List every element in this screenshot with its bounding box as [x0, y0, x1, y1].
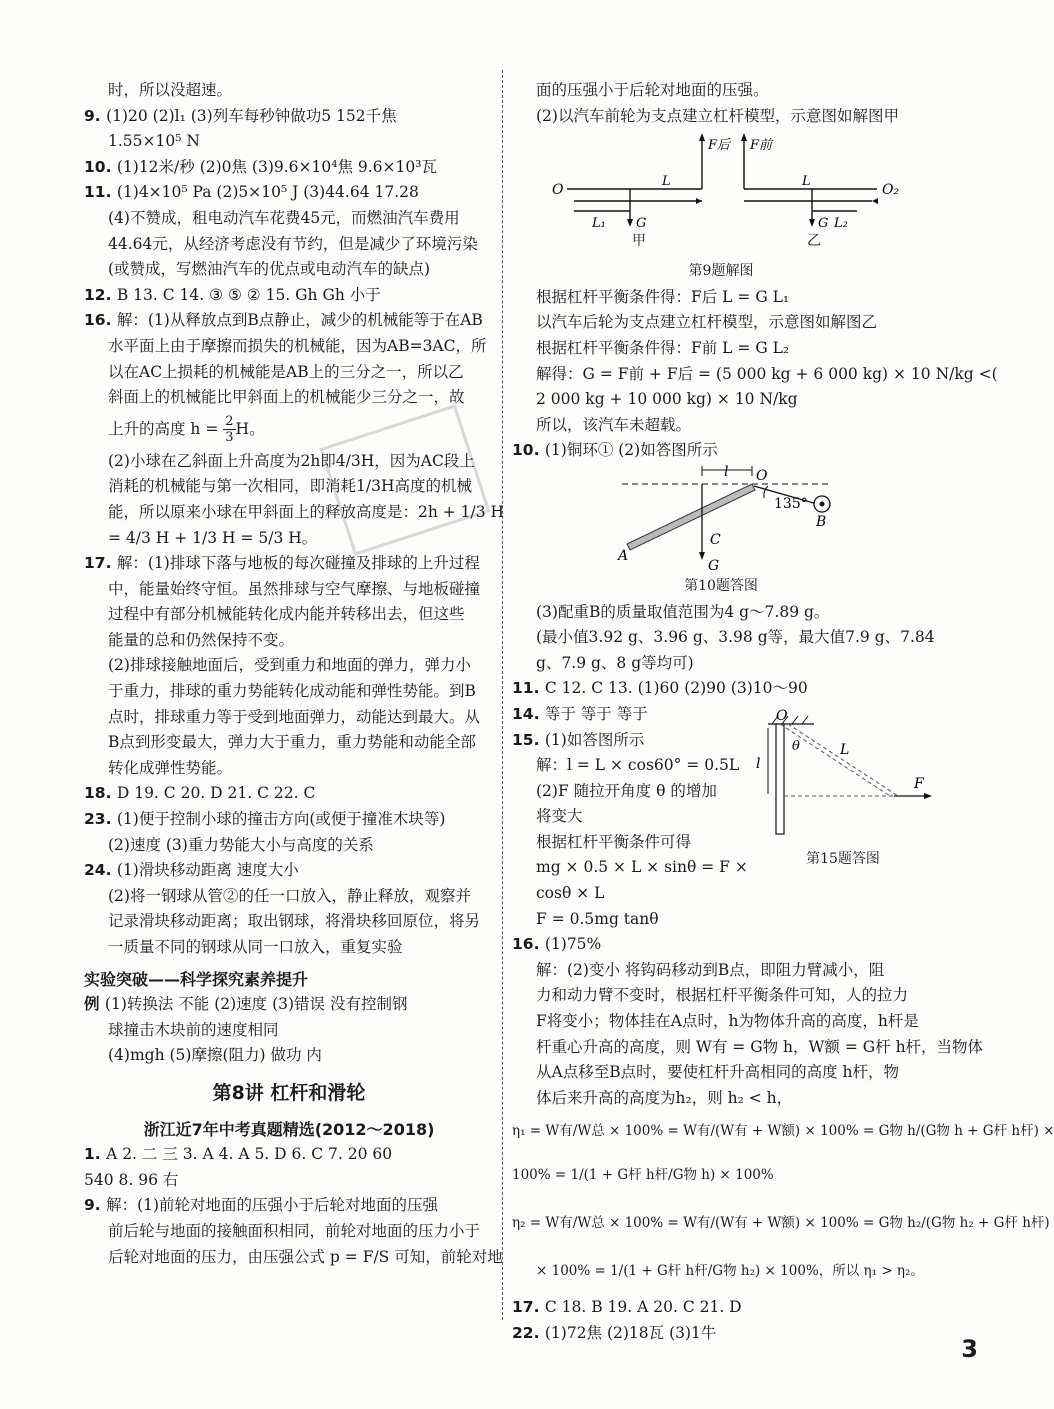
section-title: 实验突破——科学探究素养提升 — [84, 969, 309, 989]
line-text: (4)mgh (5)摩擦(阻力) 做功 内 — [108, 1046, 322, 1065]
text-line — [84, 1142, 494, 1168]
line-text: 水平面上由于摩擦而损失的机械能，因为AB=3AC，所 — [108, 336, 487, 355]
line-text: (最小值3.92 g、3.96 g、3.98 g等，最大值7.9 g、7.84 — [536, 628, 935, 647]
line-text: 根据杠杆平衡条件可得 — [536, 832, 692, 851]
text-line — [512, 983, 930, 1009]
text-line — [512, 651, 930, 677]
question-number: 14. — [512, 704, 545, 723]
text-line — [84, 602, 494, 628]
line-text: 转化成弹性势能。 — [108, 758, 233, 777]
line-text: (1)转换法 不能 (2)速度 (3)错误 没有控制钢 — [104, 995, 408, 1014]
text-line — [84, 858, 494, 884]
text-line — [512, 310, 930, 336]
figure-15 — [748, 708, 938, 867]
line-text: 一质量不同的钢球从同一口放入，重复实验 — [108, 938, 403, 956]
text-line — [84, 551, 494, 577]
question-number: 例 — [84, 995, 105, 1014]
line-text: 面的压强小于后轮对地面的压强。 — [536, 81, 769, 99]
fig9-label-right: 乙 — [807, 233, 821, 250]
fig10-O: O — [756, 467, 768, 484]
answers-block-3 — [84, 1142, 503, 1270]
question-number: 11. — [84, 183, 117, 202]
question-number: 1. — [84, 1145, 107, 1164]
line-text: 将变大 — [536, 807, 583, 826]
text-line — [512, 1060, 930, 1086]
line-text: 中，能量始终守恒。虽然排球与空气摩擦、与地板碰撞 — [108, 579, 481, 598]
line-text: g、7.9 g、8 g等均可) — [536, 653, 694, 672]
fig10-angle: 135° — [774, 495, 808, 512]
fig15-caption: 第15题答图 — [806, 850, 880, 867]
text-line — [84, 807, 494, 833]
text-line — [512, 1035, 984, 1061]
line-text: D 19. C 20. D 21. C 22. C — [116, 784, 316, 803]
text-line — [84, 129, 494, 155]
line-text: (1)铜环① (2)如答图所示 — [544, 441, 718, 460]
line-text: 解：l = L × cos60° = 0.5L — [536, 756, 740, 775]
right-column — [512, 78, 1054, 1347]
text-line — [512, 78, 930, 104]
text-line — [512, 676, 930, 702]
text-line — [84, 283, 494, 309]
text-line — [512, 413, 930, 439]
line-text: (2)排球接触地面后，受到重力和地面的弹力，弹力小 — [108, 656, 471, 675]
text-line — [512, 1321, 930, 1347]
line-text: 消耗的机械能与第一次相同，即消耗1/3H高度的机械 — [108, 477, 472, 496]
question-number: 24. — [84, 861, 117, 880]
text-line — [84, 628, 494, 654]
line-text: 过程中有部分机械能转化成内能并转移出去，但这些 — [108, 605, 465, 624]
text-line — [84, 781, 494, 807]
eq2b: × 100% = 1/(1 + G杆 h杆/G物 h₂) × 100%，所以 η₁ > η₂。 — [536, 1263, 924, 1280]
question-number: 22. — [512, 1324, 545, 1342]
text-line — [512, 336, 930, 362]
line-text: 解：(1)前轮对地面的压强小于后轮对地面的压强 — [106, 1196, 439, 1215]
figure-9-svg — [512, 129, 930, 241]
text-line — [84, 308, 494, 334]
text-line — [84, 1043, 494, 1069]
text-line — [512, 285, 930, 311]
line-text: = 4/3 H + 1/3 H = 5/3 H。 — [108, 528, 318, 547]
fig15-F: F — [914, 776, 924, 792]
line-text: F = 0.5mg tanθ — [536, 909, 659, 928]
line-text: (1)如答图所示 — [544, 730, 645, 749]
line-text: 能量的总和仍然保持不变。 — [108, 630, 295, 649]
fig10-caption: 第10题答图 — [684, 577, 758, 594]
fig10-C: C — [710, 531, 721, 548]
text-line — [84, 1245, 503, 1271]
text-line — [512, 387, 930, 413]
text-line — [84, 705, 494, 731]
fig15-l: l — [756, 756, 761, 772]
question-number: 11. — [512, 679, 545, 698]
text-line — [84, 679, 494, 705]
line-text: 解：(1)排球下落与地板的每次碰撞及排球的上升过程 — [116, 554, 480, 573]
line-text: 后轮对地面的压力，由压强公式 p = F/S 可知，前轮对地 — [108, 1247, 503, 1266]
line-text: 斜面上的机械能比甲斜面上的机械能少三分之一，故 — [108, 388, 465, 407]
text-line — [84, 756, 494, 782]
question-number: 15. — [512, 730, 545, 749]
eq-h-pre: 上升的高度 h = — [108, 419, 219, 438]
line-text: B点到形变最大，弹力大于重力，重力势能和动能全部 — [108, 733, 476, 752]
line-text: 前后轮与地面的接触面积相同，前轮对地面的压力小于 — [108, 1221, 481, 1240]
line-text: (1)72焦 (2)18瓦 (3)1牛 — [544, 1324, 717, 1342]
text-line — [84, 1193, 494, 1219]
text-line — [512, 362, 998, 388]
eq-h-fraction: $\frac{2}{3}$ — [225, 414, 234, 446]
column-divider — [502, 70, 503, 1320]
line-text: A 2. 二 三 3. A 4. A 5. D 6. C 7. 20 60 — [106, 1145, 393, 1164]
question-number: 17. — [84, 554, 117, 573]
fig9-L-left: L — [662, 174, 671, 190]
line-text: 球撞击木块前的速度相同 — [108, 1020, 279, 1039]
line-text: 能，所以原来小球在甲斜面上的释放高度是：2h + 1/3 H — [108, 502, 505, 521]
figure-9 — [512, 129, 930, 259]
text-line — [84, 992, 494, 1018]
text-line — [512, 1009, 930, 1035]
fig9-O2: O₂ — [882, 182, 900, 199]
question-number: 17. — [512, 1298, 545, 1317]
question-number: 12. — [84, 285, 117, 304]
line-text: (2)速度 (3)重力势能大小与高度的关系 — [108, 835, 374, 854]
line-text: (1)20 (2)l₁ (3)列车每秒钟做功5 152千焦 — [106, 106, 397, 125]
example-block — [84, 992, 494, 1069]
text-line — [512, 438, 930, 464]
line-text: (1)75% — [544, 935, 602, 954]
text-line — [84, 155, 494, 181]
line-text: cosθ × L — [536, 884, 605, 903]
fig9-label-left: 甲 — [632, 233, 646, 250]
text-line — [512, 600, 930, 626]
fig15-L: L — [840, 742, 850, 758]
line-text: 杆重心升高的高度，则 W有 = G物 h，W额 = G杆 h杆，当物体 — [536, 1037, 984, 1056]
chapter-title: 第8讲 杠杆和滑轮 — [212, 1081, 366, 1104]
text-line — [84, 730, 494, 756]
fig10-G: G — [708, 557, 720, 574]
text-line — [84, 577, 494, 603]
line-text: 540 8. 96 右 — [84, 1170, 179, 1189]
line-text: 所以，该汽车未超载。 — [536, 415, 692, 434]
text-line — [84, 257, 494, 283]
fig9-L1: L₁ — [592, 216, 606, 232]
line-text: (4)不赞成，租电动汽车花费45元，而燃油汽车费用 — [108, 208, 460, 227]
text-line — [84, 78, 494, 104]
line-text: 根据杠杆平衡条件得：F前 L = G L₂ — [536, 338, 790, 357]
line-text: B 13. C 14. ③ ⑤ ② 15. Gh Gh 小于 — [116, 285, 381, 304]
line-text: 时，所以没超速。 — [108, 81, 233, 99]
line-text: 1.55×10⁵ N — [108, 132, 200, 151]
text-line — [512, 881, 930, 907]
line-text: 点时，排球重力等于受到地面弹力，动能达到最大。从 — [108, 707, 481, 726]
text-line — [84, 180, 494, 206]
line-text: (2)将一钢球从管②的任一口放入，静止释放，观察并 — [108, 886, 471, 905]
text-line — [84, 334, 494, 360]
text-line — [84, 653, 494, 679]
fig15-O: O — [776, 708, 788, 724]
text-line — [512, 1086, 930, 1112]
line-text: 于重力，排球的重力势能转化成动能和弹性势能。到B — [108, 682, 476, 701]
line-text: 记录滑块移动距离；取出钢球，将滑块移回原位，将另 — [108, 912, 481, 931]
line-text: C 18. B 19. A 20. C 21. D — [544, 1298, 742, 1317]
fig9-F2: F前 — [750, 138, 773, 154]
line-text: 解：(2)变小 将钩码移动到B点，即阻力臂减小，阻 — [536, 960, 885, 979]
text-line — [512, 907, 930, 933]
line-text: 力和动力臂不变时，根据杠杆平衡条件可知，人的拉力 — [536, 986, 909, 1005]
text-line — [512, 932, 930, 958]
fig9-L2: L₂ — [834, 216, 848, 232]
text-line — [512, 1295, 930, 1321]
answers-block-1 — [84, 78, 494, 411]
question-number: 23. — [84, 810, 117, 829]
line-text: 体后来升高的高度为h₂，则 h₂ < h， — [536, 1088, 793, 1107]
text-line — [84, 232, 494, 258]
text-line — [84, 206, 494, 232]
eq2: η₂ = W有/W总 × 100% = W有/(W有 + W额) × 100% = G物 h₂/(G物 h₂ + G杆 h杆) — [512, 1215, 1050, 1232]
line-text: 解得：G = F前 + F后 = (5 000 kg + 6 000 kg) × 10 N/kg <( — [536, 364, 998, 383]
fig9-O: O — [552, 182, 564, 199]
question-number: 18. — [84, 784, 117, 803]
question-number: 9. — [84, 106, 107, 125]
line-text: 等于 等于 等于 — [544, 704, 648, 723]
figure-10-svg — [512, 464, 930, 574]
figure-15-svg — [748, 708, 938, 838]
line-text: (2)F 随拉开角度 θ 的增加 — [536, 781, 717, 800]
text-line — [84, 909, 494, 935]
line-text: (1)便于控制小球的撞击方向(或便于撞准木块等) — [116, 810, 446, 829]
fig10-l: l — [724, 463, 729, 480]
right-block-2 — [512, 285, 998, 464]
line-text: 根据杠杆平衡条件得：F后 L = G L₁ — [536, 287, 790, 306]
question-number: 10. — [84, 157, 117, 176]
question-number: 16. — [512, 935, 545, 954]
text-line — [84, 935, 494, 961]
line-text: 解：(1)从释放点到B点静止，减少的机械能等于在AB — [116, 311, 483, 330]
question-number: 10. — [512, 441, 545, 460]
text-line — [512, 625, 935, 651]
text-line — [84, 884, 494, 910]
text-line — [84, 1219, 494, 1245]
line-text: (1)4×10⁵ Pa (2)5×10⁵ J (3)44.64 17.28 — [116, 183, 419, 202]
line-text: 以汽车后轮为支点建立杠杆模型，示意图如解图乙 — [536, 313, 878, 332]
fig9-caption: 第9题解图 — [688, 263, 754, 280]
line-text: 从A点移至B点时，要使杠杆升高相同的高度 h杆，物 — [536, 1063, 899, 1082]
line-text: (2)小球在乙斜面上升高度为2h即4/3H，因为AC段上 — [108, 451, 475, 470]
right-block-4 — [512, 932, 984, 1111]
text-line — [84, 833, 494, 859]
line-text: (或赞成，写燃油汽车的优点或电动汽车的缺点) — [108, 260, 431, 279]
fig9-G-right: G — [818, 216, 829, 232]
fig9-L-right: L — [802, 174, 811, 190]
text-line — [512, 958, 930, 984]
line-text: 2 000 kg + 10 000 kg) × 10 N/kg — [536, 390, 798, 409]
fig15-theta: θ — [792, 739, 800, 754]
question-number: 9. — [84, 1196, 107, 1215]
line-text: (2)以汽车前轮为支点建立杠杆模型，示意图如解图甲 — [536, 106, 899, 125]
text-line — [84, 1168, 494, 1194]
fig10-B: B — [816, 513, 827, 530]
line-text: (1)滑块移动距离 速度大小 — [116, 861, 299, 880]
line-text: (3)配重B的质量取值范围为4 g～7.89 g。 — [536, 602, 830, 621]
left-column — [84, 78, 505, 1270]
line-text: 以在AC上损耗的机械能是AB上的三分之一，所以乙 — [108, 362, 464, 381]
line-text: mg × 0.5 × L × sinθ = F × — [536, 858, 748, 877]
eq-h-post: H。 — [235, 419, 265, 438]
eq1: η₁ = W有/W总 × 100% = W有/(W有 + W额) × 100% = G物 h/(G物 h + G杆 h杆) × — [512, 1123, 1054, 1140]
line-text: 44.64元，从经济考虑没有节约，但是减少了环境污染 — [108, 234, 478, 253]
eq1b: 100% = 1/(1 + G杆 h杆/G物 h) × 100% — [512, 1167, 774, 1184]
right-block-1 — [512, 78, 930, 129]
line-text: C 12. C 13. (1)60 (2)90 (3)10～90 — [544, 679, 808, 698]
line-text: F将变小；物体挂在A点时，h为物体升高的高度，h杆是 — [536, 1012, 919, 1031]
page-number: 3 — [961, 1335, 978, 1363]
right-block-5 — [512, 1295, 930, 1346]
chapter-subtitle: 浙江近7年中考真题精选(2012～2018) — [143, 1119, 435, 1139]
text-line — [84, 104, 494, 130]
text-line — [84, 1018, 494, 1044]
figure-10 — [512, 464, 930, 574]
fig10-A: A — [618, 547, 629, 564]
line-text: (1)12米/秒 (2)0焦 (3)9.6×10⁴焦 9.6×10³瓦 — [116, 157, 437, 176]
fig9-G-left: G — [636, 216, 647, 232]
question-number: 16. — [84, 311, 117, 330]
text-line — [512, 104, 930, 130]
fig9-F1: F后 — [708, 138, 731, 154]
text-line — [84, 360, 494, 386]
